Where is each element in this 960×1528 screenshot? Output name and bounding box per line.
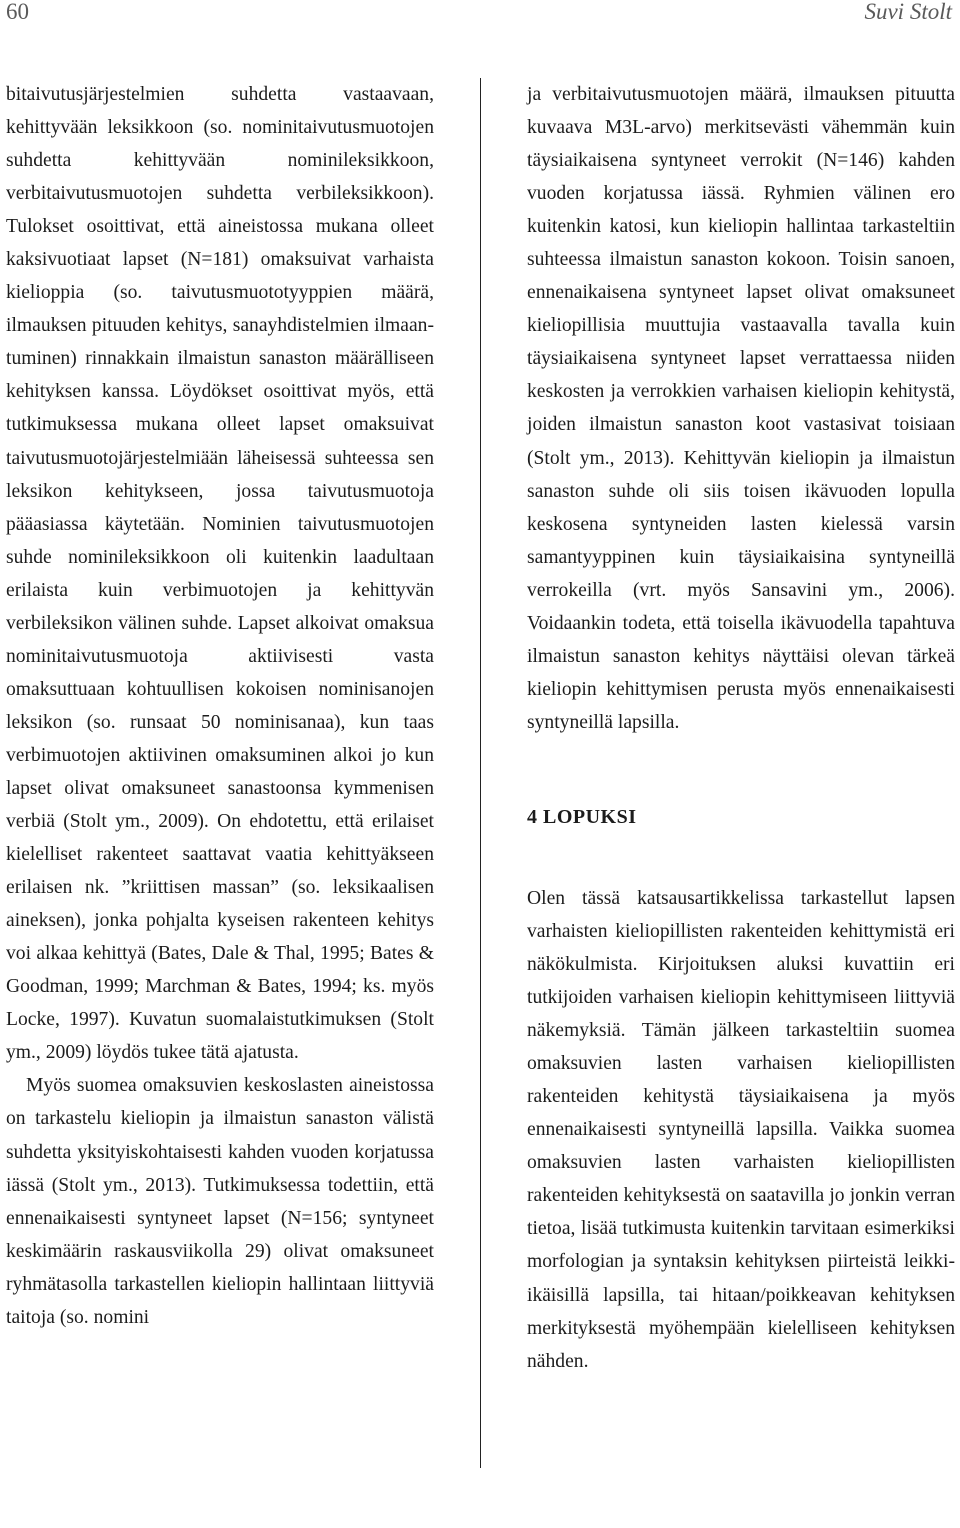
page-number: 60	[6, 0, 29, 24]
section-heading: 4 LOPUKSI	[527, 805, 637, 828]
left-column	[6, 78, 434, 1334]
right-column	[527, 78, 955, 1378]
body-paragraph-right-1: ja verbitaivutusmuotojen määrä, ilmauksen pituutta kuvaava M3L-arvo) merkitsevästi vähemmän kuin täysiaikaisena syntyneet verrokit (N=146) kahden vuoden korjatussa iässä. Ryhmien välinen ero kuitenkin katosi, kun kieliopin hallintaa tarkasteltiin suhteessa ilmaistun sanaston kokoon. Toisin sanoen, ennenaikaisena syntyneet lapset olivat omaksuneet kieliopillisia muuttujia vastaavalla tavalla kuin täysiaikaisena syntyneet lapset verrattaessa niiden keskosten ja verrokkien varhaisen kieliopin kehitystä, joiden ilmaistun sanaston koot vastasivat toisiaan (Stolt ym., 2013). Kehittyvän kieliopin ja ilmaistun sanaston suhde oli siis toisen ikävuoden lopulla keskosena syntyneiden lasten kielessä varsin samantyyppinen kuin täysiaikaisina syntyneillä verrokeilla (vrt. myös Sansavini ym., 2006). Voidaankin todeta, että toisella ikävuodella tapahtuva ilmaistun sanaston kehitys näyttäisi olevan tärkeä kieliopin kehittymisen perusta myös ennenaikaisesti syntyneillä lapsilla.	[527, 84, 955, 733]
body-paragraph-left-1: bitaivutusjärjestelmien suhdetta vastaavaan, kehittyvään leksikkoon (so. nominitaivutusmuotojen suhdetta kehittyvään nominileksikkoon, verbitaivutusmuotojen suhdetta verbileksikkoon). Tulokset osoittivat, että aineistossa mukana olleet kaksivuotiaat lapset (N=181) omaksuivat varhaista kielioppia (so. taivutusmuototyyppien määrä, ilmauksen pituuden kehitys, sanayhdistelmien ilmaantuminen) rinnakkain ilmaistun sanaston määrälliseen kehityksen kanssa. Löydökset osoittivat myös, että tutkimuksessa mukana olleet lapset omaksuivat taivutusmuotojärjestelmiään läheisessä suhteessa sen leksikon kehitykseen, jossa taivutusmuotoja pääasiassa käytetään. Nominien taivutusmuotojen suhde nominileksikkoon oli kuitenkin laadultaan erilaista kuin verbimuotojen ja kehittyvän verbileksikon välinen suhde. Lapset alkoivat omaksua nominitaivutusmuotoja aktiivisesti vasta omaksuttuaan kohtuullisen kokoisen nominisanojen leksikon (so. runsaat 50 nominisanaa), kun taas verbimuotojen aktiivinen omaksuminen alkoi jo kun lapset olivat omaksuneet sanastoonsa kymmenisen verbiä (Stolt ym., 2009). On ehdotettu, että erilaiset kielelliset rakenteet saattavat vaatia kehittyäkseen erilaisen nk. ”kriittisen massan” (so. leksikaalisen aineksen), jonka pohjalta kyseisen rakenteen kehitys voi alkaa kehittyä (Bates, Dale & Thal, 1995; Bates & Goodman, 1999; Marchman & Bates, 1994; ks. myös Locke, 1997). Kuvatun suomalaistutkimuksen (Stolt ym., 2009) löydös tukee tätä ajatusta.	[6, 84, 434, 1064]
body-paragraph-right-2: Olen tässä katsausartikkelissa tarkastellut lapsen varhaisten kieliopillisten rakenteiden kehittymistä eri näkökulmista. Kirjoituksen aluksi kuvattiin eri tutkijoiden varhaisen kieliopin kehittymiseen liittyviä näkemyksiä. Tämän jälkeen tarkasteltiin suomea omaksuvien lasten varhaisen kieliopillisten rakenteiden kehitystä täysiaikaisena ja myös ennenaikaisesti syntyneillä lapsilla. Vaikka suomea omaksuvien lasten varhaisten kieliopillisten rakenteiden kehityksestä on saatavilla jo jonkin verran tietoa, lisää tutkimusta kuitenkin tarvitaan esimerkiksi morfologian ja syntaksin kehityksen piirteistä leikki-ikäisillä lapsilla, tai hitaan/poikkeavan kehityksen merkityksestä myöhempään kielelliseen kehityksen nähden.	[527, 887, 955, 1372]
column-divider	[480, 78, 481, 1468]
body-paragraph-left-2: Myös suomea omaksuvien keskoslasten aineistossa on tarkastelu kieliopin ja ilmaistun sanaston välistä suhdetta yksityiskohtaisesti kahden vuoden korjatussa iässä (Stolt ym., 2013). Tutkimuksessa todettiin, että ennenaikaisesti syntyneet lapset (N=156; syntyneet keskimäärin raskausviikolla 29) olivat omaksuneet ryhmätasolla tarkastellen kieliopin hallintaan liittyviä taitoja (so. nomini	[6, 1075, 434, 1328]
running-header-author: Suvi Stolt	[864, 0, 952, 24]
